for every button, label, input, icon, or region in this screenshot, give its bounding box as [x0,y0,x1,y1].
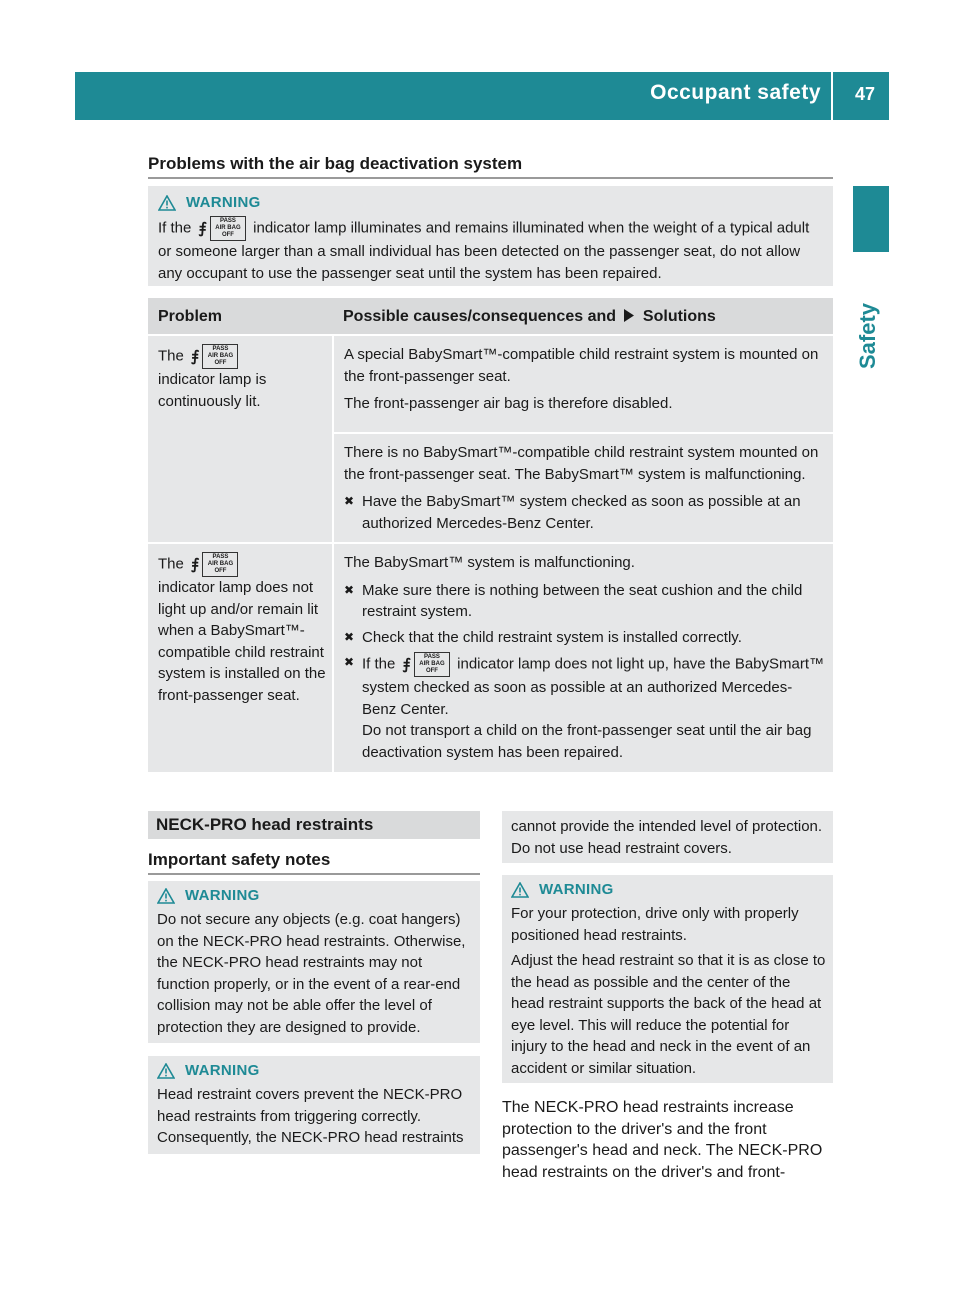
row2-bullet2: Check that the child restraint system is installed correctly. [362,628,742,646]
occupant-icon: ⨎ [191,555,200,573]
warning-triangle-icon [157,888,175,904]
warning-triangle-icon [158,195,176,211]
col-problem: Problem [158,308,223,325]
table-header [148,298,833,334]
row2-p1: The BabySmart™ system is malfunctioning. [344,554,635,571]
warning-text-p1: For your protection, drive only with properly positioned head restraints. [511,905,799,944]
row1-problem [148,336,332,542]
warning-triangle-icon [157,1063,175,1079]
airbag-off-text: AIR BAG OFF [215,225,241,238]
col-causes-text: Possible causes/consequences and [343,308,617,325]
heading-rule [148,177,833,179]
warning-title-text: WARNING [539,881,614,898]
warning-text-p2: Adjust the head restraint so that it is as close to the head as possible and the center of the head restraint supports the back of the head at eye level. This will reduce the potential for injury to the head and neck in the event of an accident or similar situation. [511,952,826,1077]
neck-subheading: Important safety notes [148,850,331,869]
side-tab-marker [853,186,889,252]
occupant-icon: ⨎ [198,219,207,237]
warning-box [148,881,480,1043]
occupant-icon: ⨎ [402,655,411,673]
warning-continuation-box [502,811,833,863]
section-title: Occupant safety [650,81,821,104]
page-header [75,72,889,120]
row1-cause-b [334,434,833,542]
subheading-rule [148,873,480,875]
warning-title [511,881,827,898]
col-causes [343,308,716,326]
bullet-arrow-icon: ✖ [344,582,355,597]
row1-b-p1: There is no BabySmart™-compatible child restraint system mounted on the front-passenger seat. The BabySmart™ system is malfunctioning. [344,444,819,483]
row2-problem-post: indicator lamp does not light up and/or remain lit when a BabySmart™-compatible child restraint system is installed on the front-passenger seat. [158,579,326,704]
airbag-lamp-icon [191,344,238,369]
arrow-right-icon [623,309,635,322]
row2-cause [334,544,833,772]
warning-text: Head restraint covers prevent the NECK-PRO head restraints from triggering correctly. Consequently, the NECK-PRO head restraints [157,1086,464,1146]
occupant-icon: ⨎ [191,347,200,365]
warning-title-text: WARNING [185,1062,260,1079]
warning-continuation-text: cannot provide the intended level of protection. Do not use head restraint covers. [511,818,823,857]
row1-a-p2: The front-passenger air bag is therefore disabled. [344,395,673,412]
airbag-off-text: AIR BAG OFF [207,353,234,366]
row2-bullet3-post: indicator lamp does not light up, have the BabySmart™ system checked as soon as possible at an authorized Mercedes-Benz Center. [362,655,825,718]
bullet-arrow-icon: ✖ [344,629,355,644]
side-label-text: Safety [855,302,880,370]
warning-box [148,1056,480,1154]
warning-box [502,875,833,1083]
row2-bullet3 [362,652,825,763]
airbag-off-text: AIR BAG OFF [207,561,234,574]
list-item [344,580,825,623]
row1-cause-a [334,336,833,432]
pass-text: PASS [212,554,229,560]
pass-airbag-off-icon [202,552,238,577]
warning-title-text: WARNING [185,887,260,904]
warning-text-post: indicator lamp illuminates and remains illuminated when the weight of a typical adult or someone larger than a small individual has been detected on the passenger seat, do not allow any occupant to use the passenger seat until the system has been repaired. [158,219,810,282]
row1-b-bullet1: Have the BabySmart™ system checked as soon as possible at an authorized Mercedes-Benz Center. [362,493,801,532]
neck-body-text: The NECK-PRO head restraints increase protection to the driver's and the front passenger's head and neck. The NECK-PRO head restraints on the driver's and front- [502,1099,823,1181]
warning-text-pre: If the [158,219,192,237]
row2-problem [148,544,332,772]
warning-title [157,887,474,904]
warning-title [157,1062,474,1079]
row2-bullet3-pre: If the [362,655,396,673]
airbag-off-text: AIR BAG OFF [419,661,445,674]
list-item [344,491,825,534]
page-number: 47 [854,84,875,104]
airbag-lamp-icon [191,552,238,577]
warning-triangle-icon [511,882,529,898]
warning-title-text: WARNING [186,194,261,211]
problems-heading: Problems with the air bag deactivation system [148,154,523,173]
row1-a-p1: A special BabySmart™-compatible child restraint system is mounted on the front-passenger seat. [344,346,819,385]
pass-airbag-off-icon [414,652,450,677]
header-divider [831,72,833,120]
list-item [344,652,825,763]
pass-text: PASS [220,218,236,224]
bullet-arrow-icon: ✖ [344,494,355,508]
row2-bullet1: Make sure there is nothing between the seat cushion and the child restraint system. [362,581,803,620]
row2-bullet3-p2: Do not transport a child on the front-passenger seat until the air bag deactivation system has been repaired. [362,722,812,761]
pass-airbag-off-icon [202,344,238,369]
pass-text: PASS [212,346,229,352]
col-solutions-text: Solutions [642,308,716,325]
warning-text: Do not secure any objects (e.g. coat hangers) on the NECK-PRO head restraints. Otherwise, the NECK-PRO head restraints may not function properly, or in the event of a rear-end collision may not be able offer the level of protection they are designed to provide. [157,911,466,1036]
airbag-lamp-icon [403,652,450,677]
row1-problem-post: indicator lamp is continuously lit. [158,371,267,410]
warning-box [148,186,833,286]
airbag-lamp-icon [199,216,246,241]
warning-text [158,216,825,284]
row1-problem-pre: The [158,347,184,365]
row2-problem-pre: The [158,555,184,573]
warning-title [158,194,825,211]
neck-section-title [148,811,480,839]
pass-airbag-off-icon [210,216,246,241]
list-item [344,627,825,649]
pass-text: PASS [424,654,440,660]
bullet-arrow-icon: ✖ [344,655,355,669]
neck-section-title-text: NECK-PRO head restraints [156,815,374,834]
